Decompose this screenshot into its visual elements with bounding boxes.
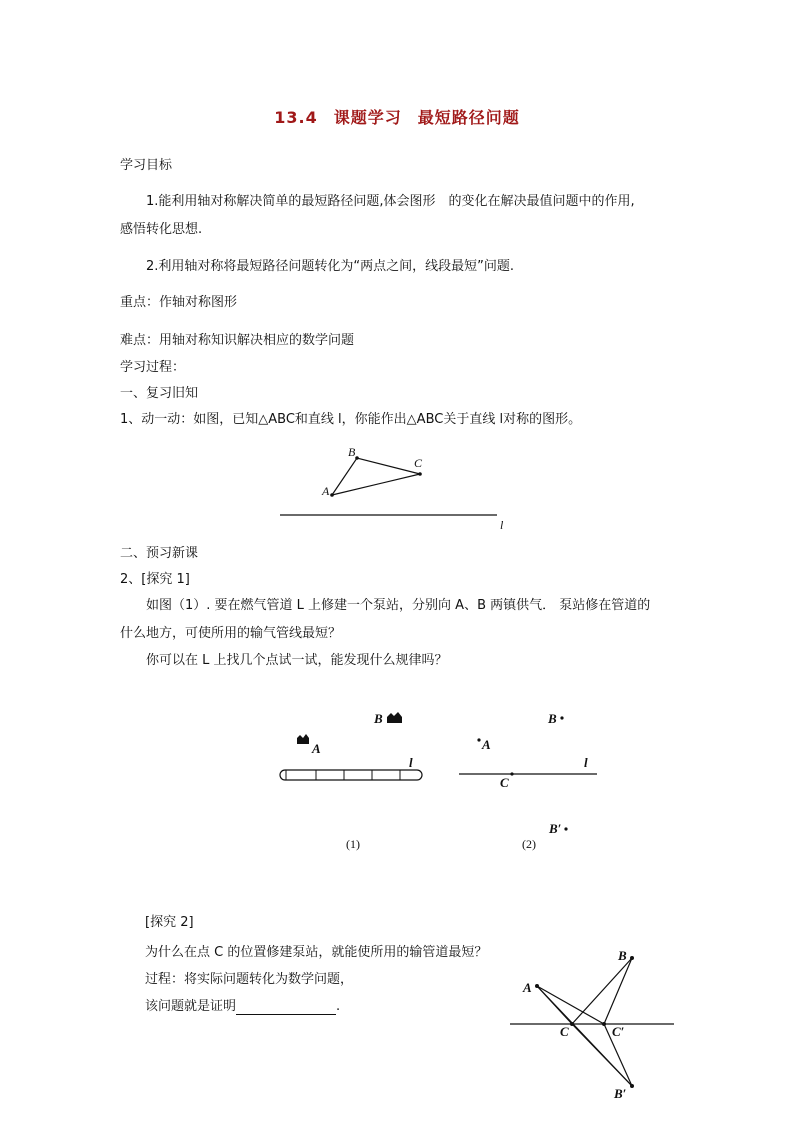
proof-label-a: A [523,980,532,995]
key-point: 重点：作轴对称图形 [120,295,238,310]
label-a: A [322,484,330,498]
title-part2: 最短路径问题 [417,108,520,127]
label-b: B [348,445,356,459]
proof-point-a [535,984,539,988]
proof-point-b [630,956,634,960]
proof-label-b: B [618,948,627,963]
label-l: l [500,518,504,532]
reflect-label-a: A [482,737,491,752]
explore1-line1: 如图（1）. 要在燃气管道 L 上修建一个泵站，分别向 A、B 两镇供气． 泵站修在管道的 [146,598,651,613]
proof-point-c-prime [602,1022,606,1026]
proof-point-b-prime [630,1084,634,1088]
explore2-tag: [探究 2] [145,915,194,930]
proof-point-c [570,1022,574,1026]
process-heading: 学习过程： [120,360,186,375]
explore2-prove-text: 该问题就是证明 [145,999,237,1014]
reflect-label-c: C [500,775,509,790]
difficulty: 难点：用轴对称知识解决相应的数学问题 [120,333,355,348]
explore2-process: 过程：将实际问题转化为数学问题， [145,972,354,987]
title-part1: 课题学习 [333,108,402,127]
pipe-label-l: l [409,755,413,770]
preview-heading: 二、预习新课 [120,546,199,561]
explore1-line2: 什么地方，可使所用的输气管线最短？ [120,626,342,641]
explore1-line3: 你可以在 L 上找几个点试一试，能发现什么规律吗？ [146,653,448,668]
reflect-label-b-prime: B′ [549,821,562,836]
reflect-label-b: B [548,711,557,726]
explore2-end: . [336,999,341,1014]
goal1-line1: 1.能利用轴对称解决简单的最短路径问题,体会图形 的变化在解决最值问题中的作用, [146,194,635,209]
proof-label-c: C [560,1024,569,1039]
pipe-label-b: B [374,711,383,726]
explore1-tag: 2、[探究 1] [120,572,190,587]
title-number: 13.4 [274,108,318,127]
goals-heading: 学习目标 [120,158,173,173]
review-question: 1、动一动：如图，已知△ABC和直线 l，你能作出△ABC关于直线 l对称的图形。 [120,412,582,427]
reflect-label-l: l [584,755,588,770]
proof-label-c-prime: C′ [612,1024,625,1039]
goal2: 2.利用轴对称将最短路径问题转化为“两点之间，线段最短”问题. [146,259,515,274]
caption-1: (1) [346,837,360,851]
explore2-question: 为什么在点 C 的位置修建泵站，就能使所用的输管道最短？ [145,945,488,960]
proof-label-b-prime: B′ [614,1086,627,1101]
caption-2: (2) [522,837,536,851]
label-c: C [414,456,423,470]
pipe-label-a: A [312,741,321,756]
goal1-line2: 感悟转化思想. [120,222,203,237]
review-heading: 一、复习旧知 [120,386,199,401]
